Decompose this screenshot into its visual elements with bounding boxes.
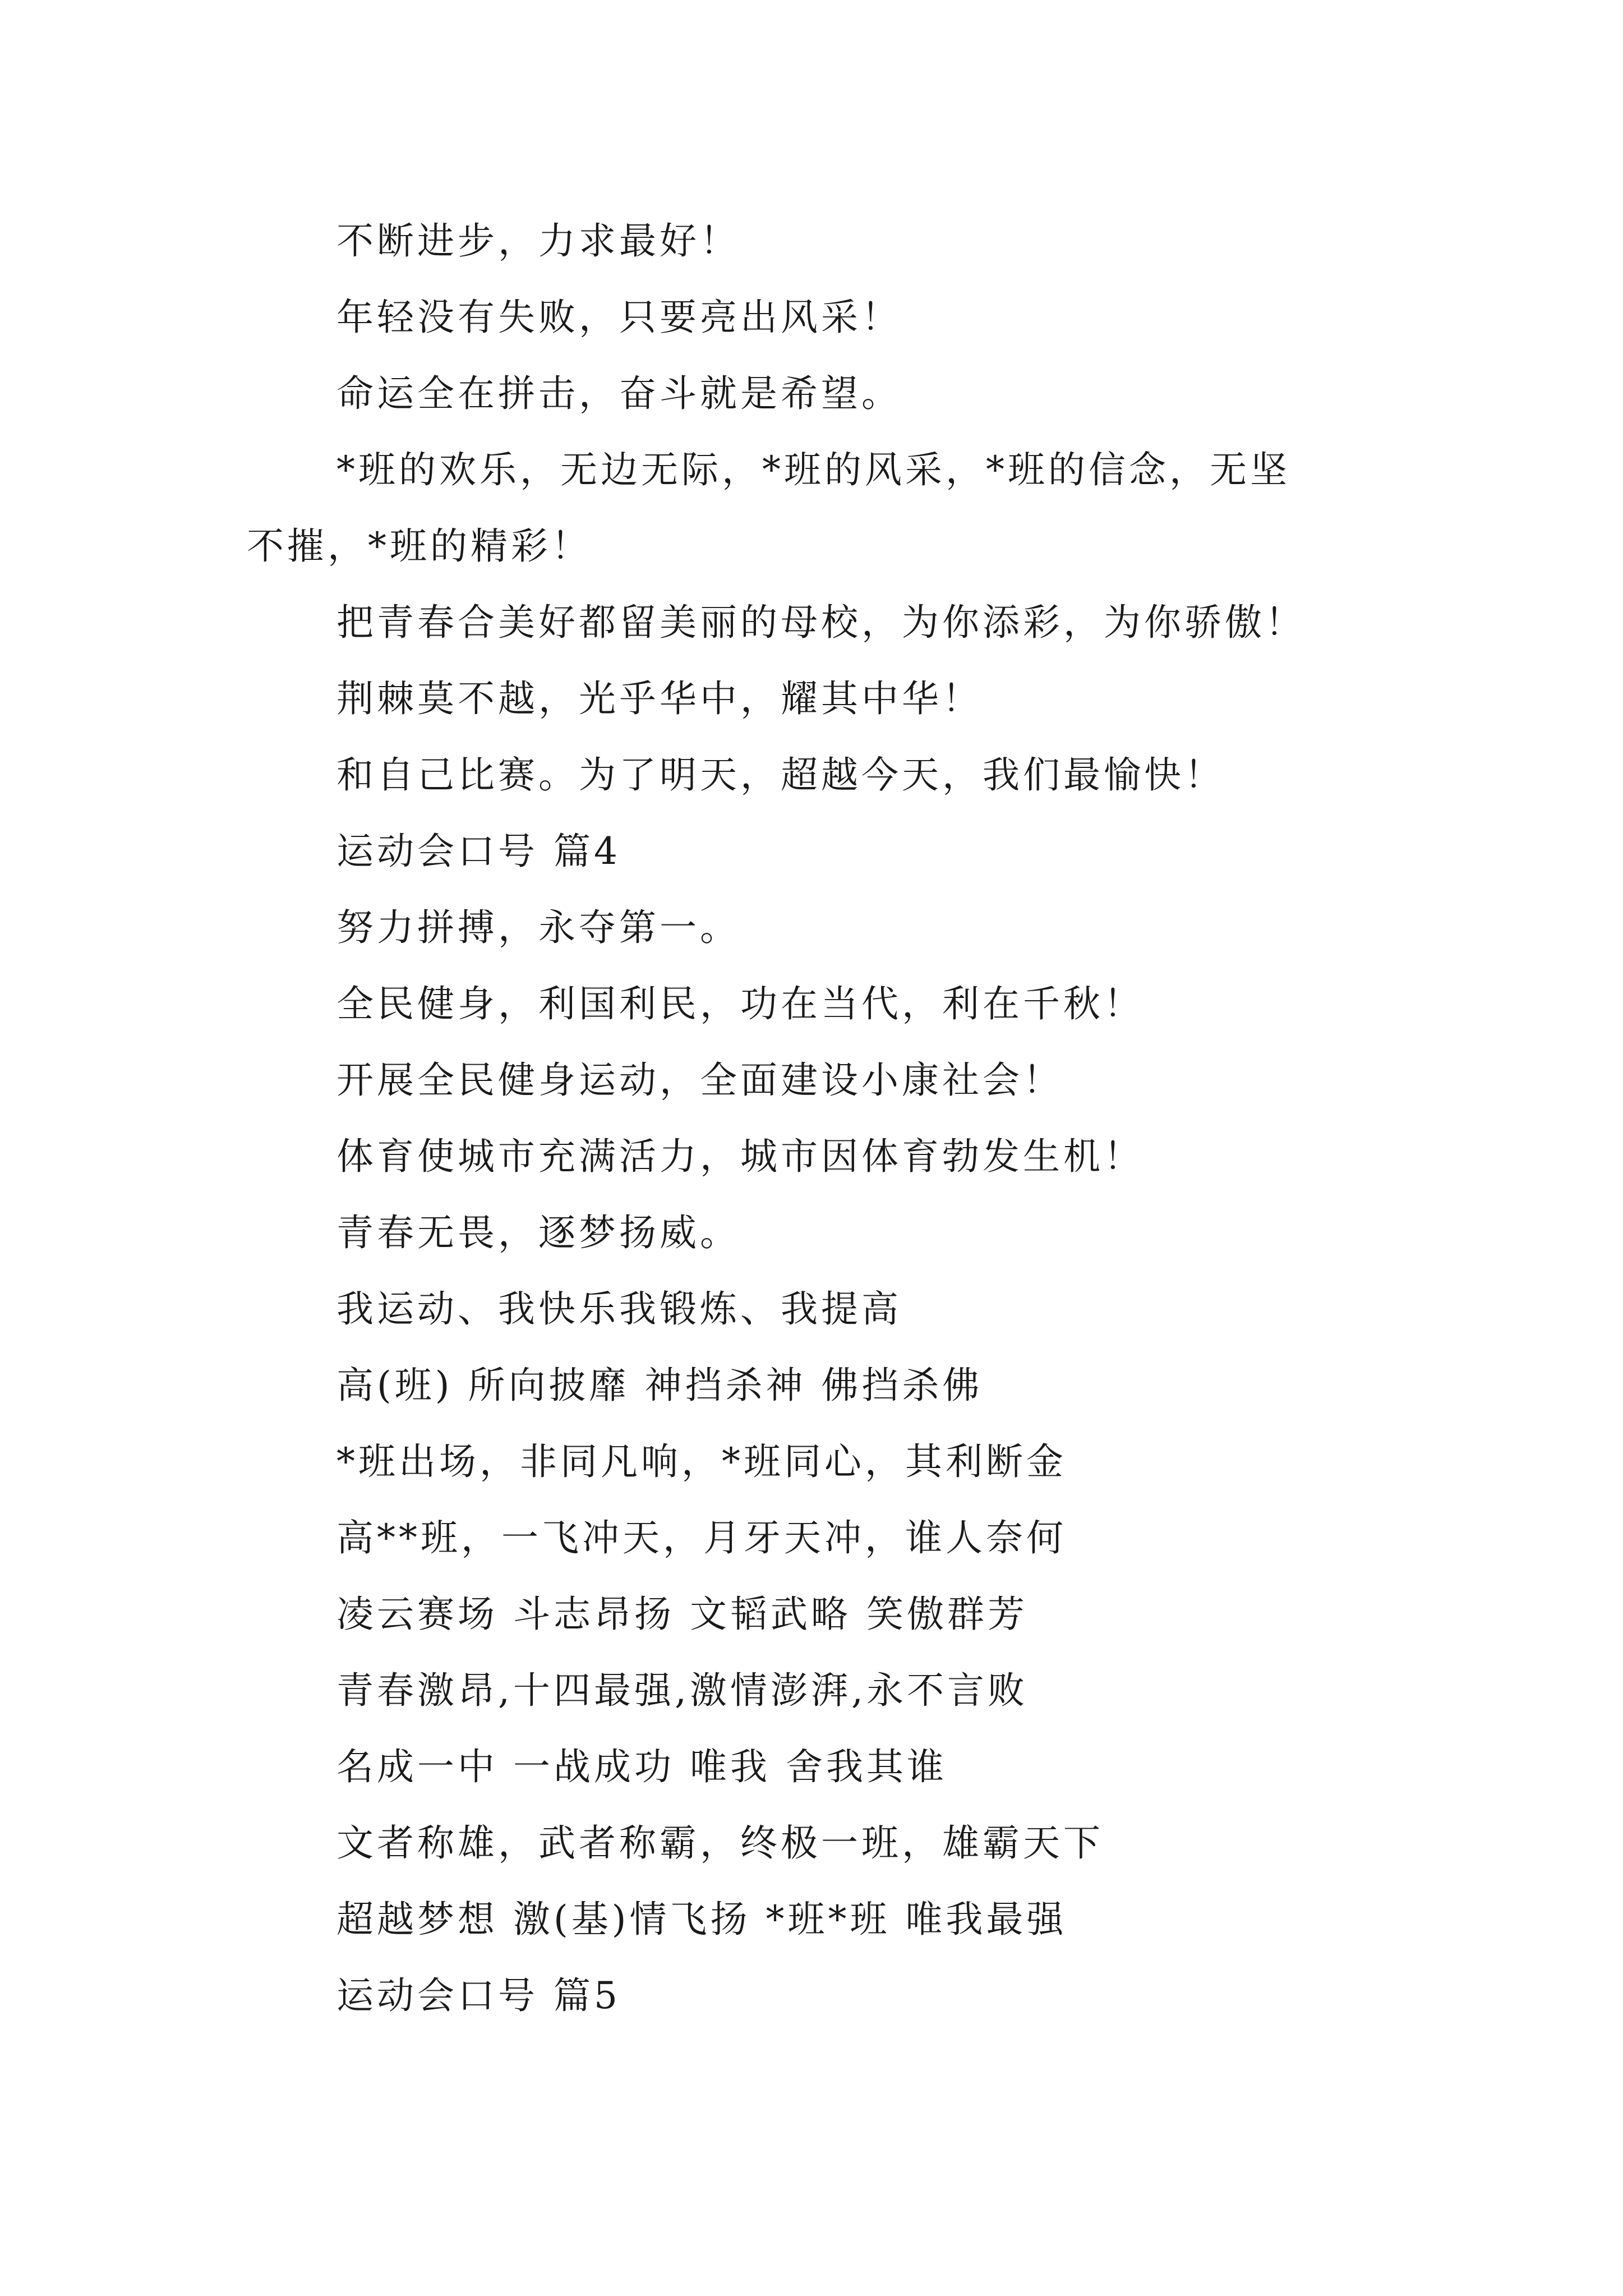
text-line: 文者称雄，武者称霸，终极一班，雄霸天下: [336, 1821, 1104, 1865]
text-line: 我运动、我快乐我锻炼、我提高: [336, 1287, 902, 1331]
text-line: 努力拼搏，永夺第一。: [336, 906, 740, 949]
section-heading: 运动会口号 篇4: [336, 830, 621, 873]
text-line: 体育使城市充满活力，城市因体育勃发生机！: [336, 1135, 1144, 1178]
text-line: 高**班，一飞冲天，月牙天冲，谁人奈何: [336, 1516, 1067, 1559]
text-line: 年轻没有失败，只要亮出风采！: [336, 296, 902, 339]
text-line: 不断进步，力求最好！: [336, 219, 740, 263]
text-line: 超越梦想 激(基)情飞扬 *班*班 唯我最强: [336, 1898, 1067, 1941]
text-line: 命运全在拼击，奋斗就是希望。: [336, 372, 902, 415]
section-heading: 运动会口号 篇5: [336, 1974, 621, 2017]
text-line: 开展全民健身运动，全面建设小康社会！: [336, 1059, 1063, 1102]
text-line: 名成一中 一战成功 唯我 舍我其谁: [336, 1745, 947, 1788]
text-line: 把青春合美好都留美丽的母校，为你添彩，为你骄傲！: [336, 601, 1306, 644]
text-line: 全民健身，利国利民，功在当代，利在千秋！: [336, 982, 1144, 1025]
text-line: 青春无畏，逐梦扬威。: [336, 1211, 740, 1254]
text-line: 青春激昂,十四最强,激情澎湃,永不言败: [336, 1669, 1028, 1712]
text-line: 和自己比赛。为了明天，超越今天，我们最愉快！: [336, 753, 1225, 797]
text-line-continuation: 不摧，*班的精彩！: [247, 524, 592, 568]
text-line: 荆棘莫不越，光乎华中，耀其中华！: [336, 677, 983, 720]
text-line: *班出场，非同凡响，*班同心，其利断金: [336, 1440, 1067, 1483]
text-line: *班的欢乐，无边无际，*班的风采，*班的信念，无坚: [336, 448, 1290, 491]
text-line: 凌云赛场 斗志昂扬 文韬武略 笑傲群芳: [336, 1593, 1028, 1636]
text-line: 高(班) 所向披靡 神挡杀神 佛挡杀佛: [336, 1364, 983, 1407]
